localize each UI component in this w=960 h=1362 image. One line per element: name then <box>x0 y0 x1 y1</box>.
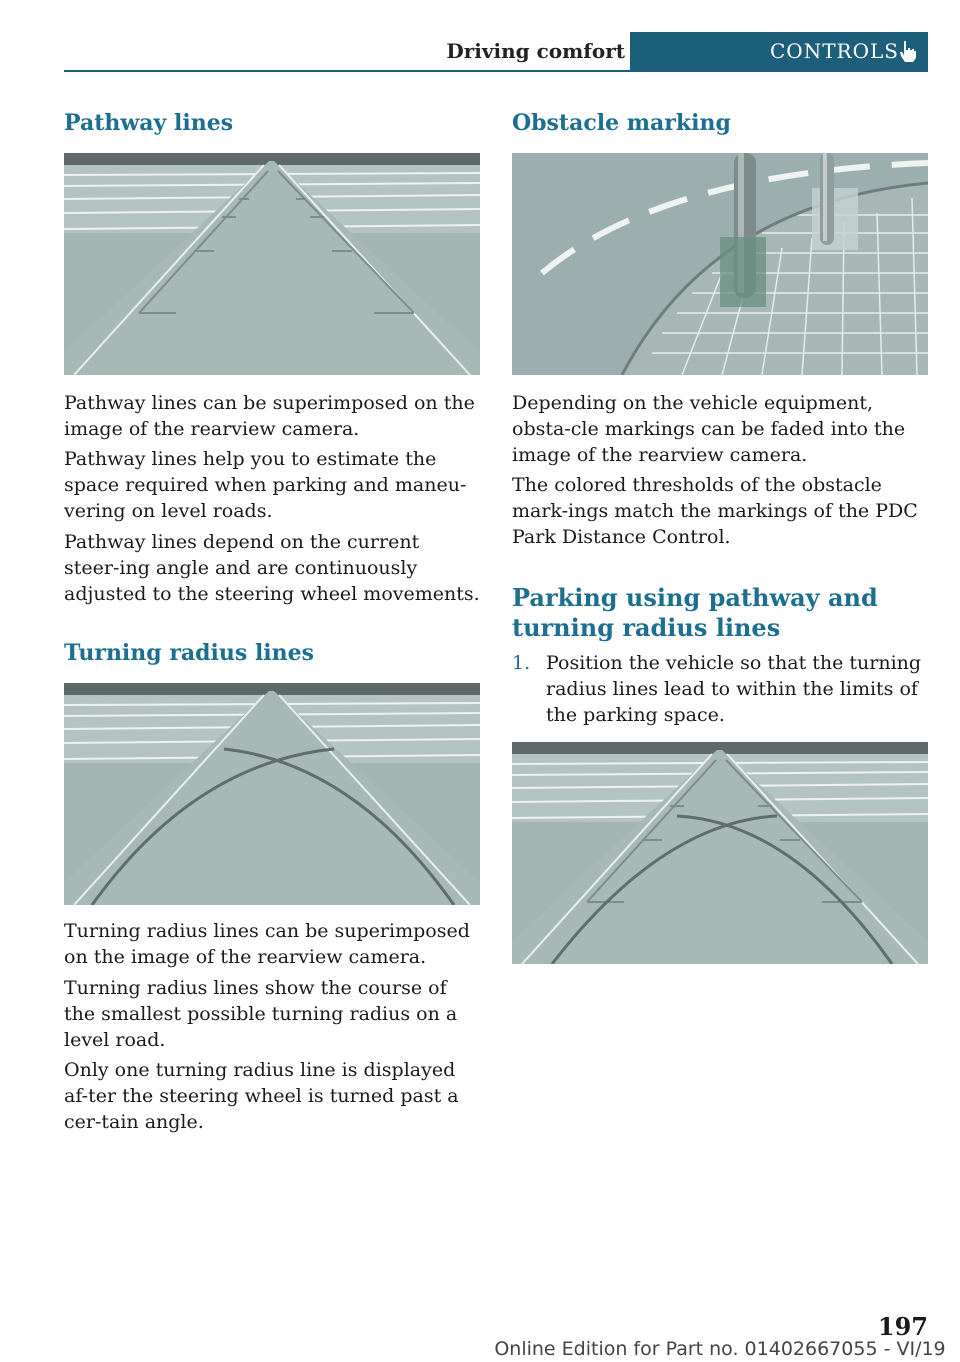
pathway-paragraph-3: Pathway lines depend on the current steer-ing angle and are continuously adjusted to the steering wheel movements. <box>64 531 480 605</box>
obstacle-paragraph-1: Depending on the vehicle equipment, obsta-cle markings can be faded into the image of the rearview camera. <box>512 392 906 466</box>
pathway-lines-heading: Pathway lines <box>64 110 234 136</box>
turning-paragraph-2: Turning radius lines show the course of the smallest possible turning radius on a level road. <box>64 977 458 1051</box>
header-section-title: Driving comfort <box>446 39 625 63</box>
obstacle-marking-heading: Obstacle marking <box>512 110 731 136</box>
step-number: 1. <box>512 652 531 674</box>
obstacle-paragraph-2: The colored thresholds of the obstacle mark-ings match the markings of the PDC Park Distance Control. <box>512 474 918 548</box>
parking-heading: Parking using pathway and turning radius lines <box>512 583 878 642</box>
header-chapter-label: CONTROLS <box>770 39 899 63</box>
pathway-lines-figure <box>64 153 480 375</box>
turning-paragraph-1: Turning radius lines can be superimposed on the image of the rearview camera. <box>64 920 470 968</box>
header-rule <box>64 70 928 72</box>
page-number: 197 <box>877 1312 928 1341</box>
pathway-paragraph-2: Pathway lines help you to estimate the space required when parking and maneu-vering on level roads. <box>64 448 467 522</box>
turning-radius-figure <box>64 683 480 905</box>
pointing-hand-icon <box>894 38 920 64</box>
footer-edition: Online Edition for Part no. 01402667055 - VI/19 <box>494 1338 946 1360</box>
pathway-paragraph-1: Pathway lines can be superimposed on the image of the rearview camera. <box>64 392 475 440</box>
obstacle-marking-figure <box>512 153 928 375</box>
turning-paragraph-3: Only one turning radius line is displayed af-ter the steering wheel is turned past a cer-tain angle. <box>64 1059 459 1133</box>
header-chapter-tab <box>630 32 928 70</box>
step-text: Position the vehicle so that the turning radius lines lead to within the limits of the parking space. <box>546 652 922 726</box>
parking-pathway-turning-figure <box>512 742 928 964</box>
turning-radius-heading: Turning radius lines <box>64 640 315 666</box>
